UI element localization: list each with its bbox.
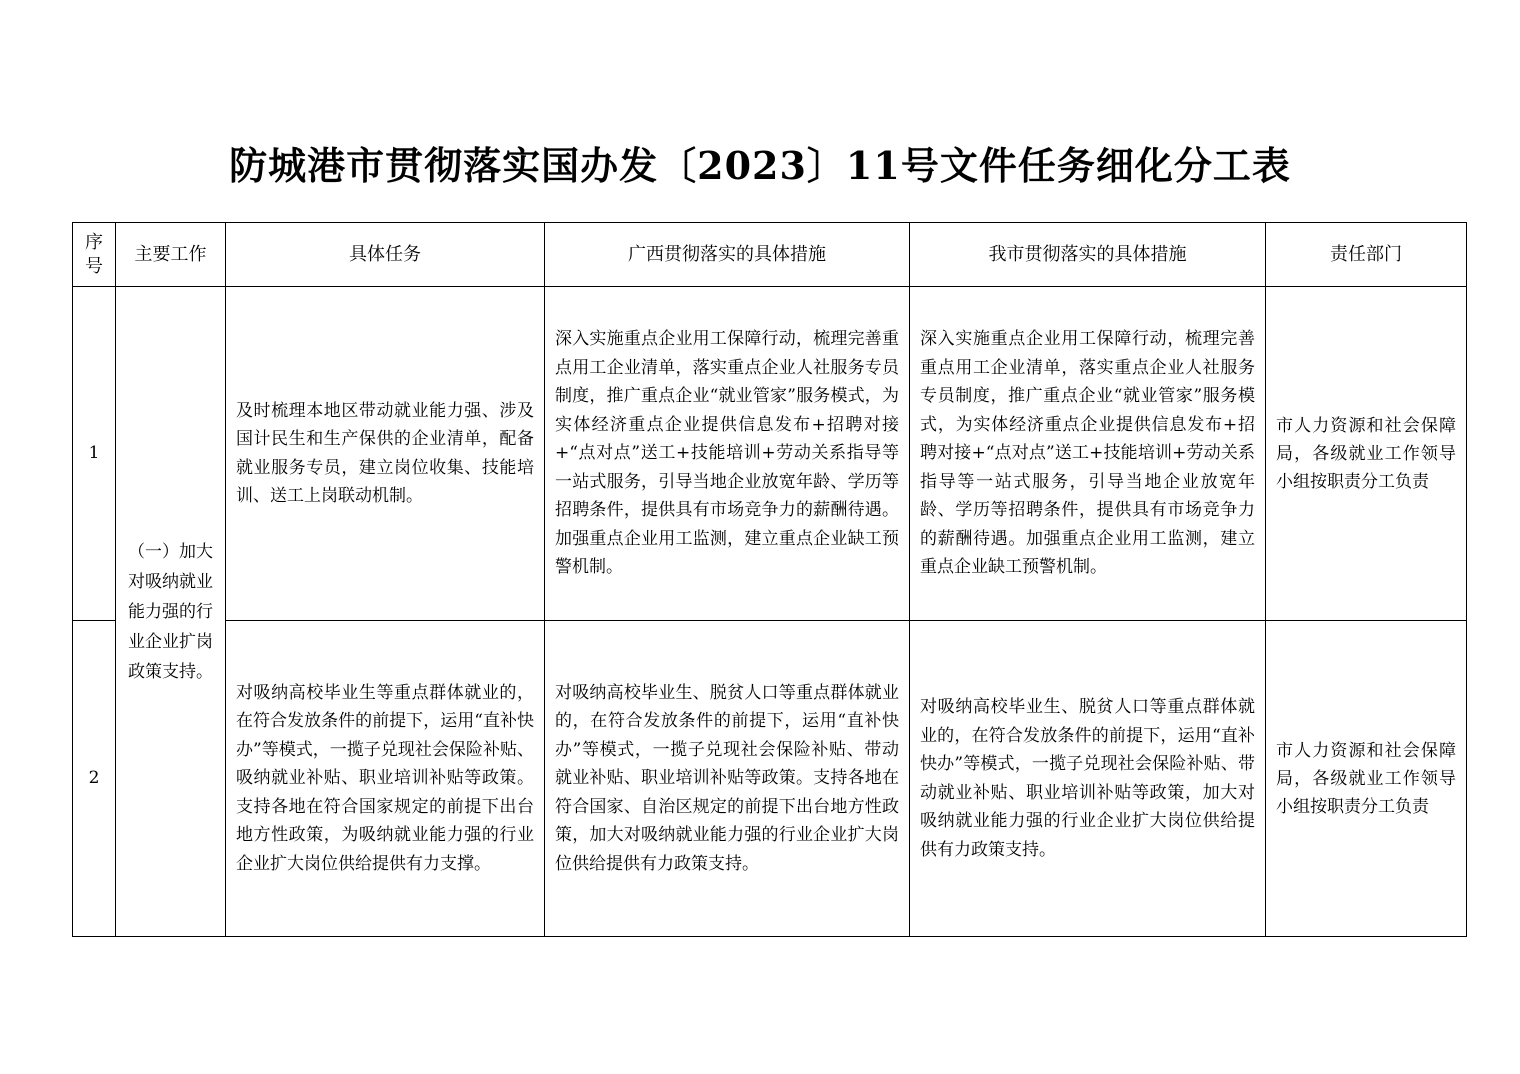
header-city-measures: 我市贯彻落实的具体措施 (910, 223, 1266, 287)
table-header-row (73, 223, 1467, 287)
header-main-work: 主要工作 (116, 223, 226, 287)
task-cell: 及时梳理本地区带动就业能力强、涉及国计民生和生产保供的企业清单，配备就业服务专员，建立岗位收集、技能培训、送工上岗联动机制。 (226, 287, 545, 621)
table-row (73, 287, 1467, 621)
task-division-table (72, 222, 1467, 937)
row-number: 1 (73, 287, 116, 621)
page-title: 防城港市贯彻落实国办发〔2023〕11号文件任务细化分工表 (229, 143, 1291, 188)
header-task: 具体任务 (226, 223, 545, 287)
city-measures-cell: 对吸纳高校毕业生、脱贫人口等重点群体就业的，在符合发放条件的前提下，运用“直补快办”等模式，一揽子兑现社会保险补贴、带动就业补贴、职业培训补贴等政策，加大对吸纳就业能力强的行业企业扩大岗位供给提供有力政策支持。 (910, 621, 1266, 937)
task-cell: 对吸纳高校毕业生等重点群体就业的，在符合发放条件的前提下，运用“直补快办”等模式，一揽子兑现社会保险补贴、吸纳就业补贴、职业培训补贴等政策。支持各地在符合国家规定的前提下出台地方性政策，为吸纳就业能力强的行业企业扩大岗位供给提供有力支撑。 (226, 621, 545, 937)
row-number: 2 (73, 621, 116, 937)
header-no: 序号 (73, 223, 116, 287)
department-cell: 市人力资源和社会保障局，各级就业工作领导小组按职责分工负责 (1266, 287, 1467, 621)
main-work-cell: （一）加大对吸纳就业能力强的行业企业扩岗政策支持。 (116, 287, 226, 937)
guangxi-measures-cell: 深入实施重点企业用工保障行动，梳理完善重点用工企业清单，落实重点企业人社服务专员制度，推广重点企业“就业管家”服务模式，为实体经济重点企业提供信息发布+招聘对接+“点对点”送工+技能培训+劳动关系指导等一站式服务，引导当地企业放宽年龄、学历等招聘条件，提供具有市场竞争力的薪酬待遇。加强重点企业用工监测，建立重点企业缺工预警机制。 (545, 287, 910, 621)
header-guangxi-measures: 广西贯彻落实的具体措施 (545, 223, 910, 287)
header-department: 责任部门 (1266, 223, 1467, 287)
table-row (73, 621, 1467, 937)
department-cell: 市人力资源和社会保障局，各级就业工作领导小组按职责分工负责 (1266, 621, 1467, 937)
guangxi-measures-cell: 对吸纳高校毕业生、脱贫人口等重点群体就业的，在符合发放条件的前提下，运用“直补快办”等模式，一揽子兑现社会保险补贴、带动就业补贴、职业培训补贴等政策。支持各地在符合国家、自治区规定的前提下出台地方性政策，加大对吸纳就业能力强的行业企业扩大岗位供给提供有力政策支持。 (545, 621, 910, 937)
city-measures-cell: 深入实施重点企业用工保障行动，梳理完善重点用工企业清单，落实重点企业人社服务专员制度，推广重点企业“就业管家”服务模式，为实体经济重点企业提供信息发布+招聘对接+“点对点”送工+技能培训+劳动关系指导等一站式服务，引导当地企业放宽年龄、学历等招聘条件，提供具有市场竞争力的薪酬待遇。加强重点企业用工监测，建立重点企业缺工预警机制。 (910, 287, 1266, 621)
